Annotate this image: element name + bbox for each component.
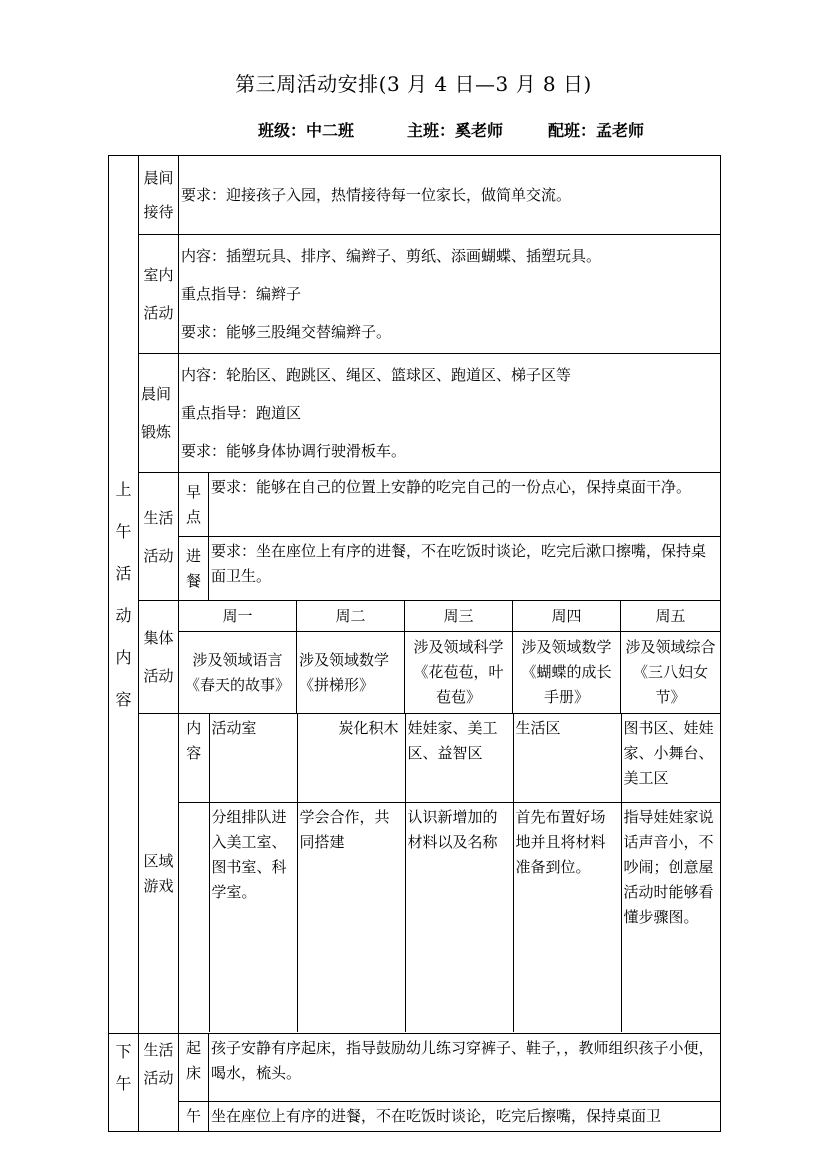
indoor-cell	[179, 235, 721, 354]
area-content-monday: 活动室	[209, 714, 297, 802]
area-content-wednesday: 娃娃家、美工区、益智区	[405, 714, 513, 802]
page-title: 第三周活动安排(3 月 4 日—3 月 8 日)	[235, 72, 592, 96]
area-label: 区域游戏	[139, 714, 179, 1034]
morning-section-label: 上午活动内容	[109, 156, 139, 1034]
indoor-content: 内容：插塑玩具、排序、编辫子、剪纸、添画蝴蝶、插塑玩具。	[181, 247, 602, 265]
wake-text: 孩子安静有序起床，指导鼓励幼儿练习穿裤子、鞋子，，教师组织孩子小便，喝水，梳头。	[209, 1034, 721, 1102]
group-item-monday: 涉及领域语言《春天的故事》	[179, 632, 297, 714]
reception-label: 晨间接待	[139, 156, 179, 235]
life-label: 生活活动	[139, 473, 179, 601]
area-content-label: 内容	[179, 714, 209, 802]
day-friday: 周五	[621, 601, 721, 632]
area-content-tuesday: 炭化积木	[297, 714, 405, 802]
group-item-tuesday: 涉及领域数学《拼梯形》	[297, 632, 405, 714]
exercise-content: 内容：轮胎区、跑跳区、绳区、篮球区、跑道区、梯子区等	[181, 366, 572, 384]
exercise-requirement: 要求：能够身体协调行驶滑板车。	[181, 442, 407, 460]
reception-text: 要求：迎接孩子入园，热情接待每一位家长，做简单交流。	[179, 156, 721, 235]
area-goal-tuesday: 学会合作，共同搭建	[297, 802, 405, 1032]
snack-label: 早点	[179, 473, 209, 537]
day-thursday: 周四	[513, 601, 621, 632]
indoor-label: 室内活动	[139, 235, 179, 354]
lunch-label: 午	[179, 1102, 209, 1132]
group-item-friday: 涉及领域综合《三八妇女节》	[621, 632, 721, 714]
day-tuesday: 周二	[297, 601, 405, 632]
exercise-cell	[179, 354, 721, 473]
indoor-requirement: 要求：能够三股绳交替编辫子。	[181, 323, 392, 341]
meal-label: 进餐	[179, 537, 209, 601]
snack-text: 要求：能够在自己的位置上安静的吃完自己的一份点心，保持桌面干净。	[209, 473, 721, 537]
lunch-text: 坐在座位上有序的进餐，不在吃饭时谈论，吃完后擦嘴，保持桌面卫	[209, 1102, 721, 1132]
exercise-label: 晨间锻炼	[139, 354, 179, 473]
assistant-teacher-label: 配班：孟老师	[548, 121, 645, 140]
area-goal-thursday: 首先布置好场地并且将材料准备到位。	[513, 802, 621, 1032]
schedule-table	[108, 155, 721, 1132]
area-cell	[179, 714, 721, 1034]
indoor-focus: 重点指导：编辫子	[181, 285, 302, 303]
day-monday: 周一	[179, 601, 297, 632]
group-item-wednesday: 涉及领域科学《花苞苞，叶苞苞》	[405, 632, 513, 714]
area-goal-monday: 分组排队进入美工室、图书室、科学室。	[209, 802, 297, 1032]
afternoon-life-label: 生活活动	[139, 1034, 179, 1132]
exercise-focus: 重点指导：跑道区	[181, 404, 302, 422]
area-goal-blank	[179, 802, 209, 1032]
area-goal-friday: 指导娃娃家说话声音小，不吵闹；创意屋活动时能够看懂步骤图。	[621, 802, 721, 1032]
group-label: 集体活动	[139, 601, 179, 714]
wake-label: 起床	[179, 1034, 209, 1102]
afternoon-section-label: 下午	[109, 1034, 139, 1132]
area-table	[179, 714, 721, 1032]
area-content-thursday: 生活区	[513, 714, 621, 802]
area-content-friday: 图书区、娃娃家、小舞台、美工区	[621, 714, 721, 802]
area-goal-wednesday: 认识新增加的材料以及名称	[405, 802, 513, 1032]
day-wednesday: 周三	[405, 601, 513, 632]
meal-text: 要求：坐在座位上有序的进餐，不在吃饭时谈论，吃完后漱口擦嘴，保持桌面卫生。	[209, 537, 721, 601]
group-item-thursday: 涉及领域数学《蝴蝶的成长手册》	[513, 632, 621, 714]
head-teacher-label: 主班：奚老师	[407, 121, 504, 140]
class-label: 班级：中二班	[258, 121, 355, 140]
